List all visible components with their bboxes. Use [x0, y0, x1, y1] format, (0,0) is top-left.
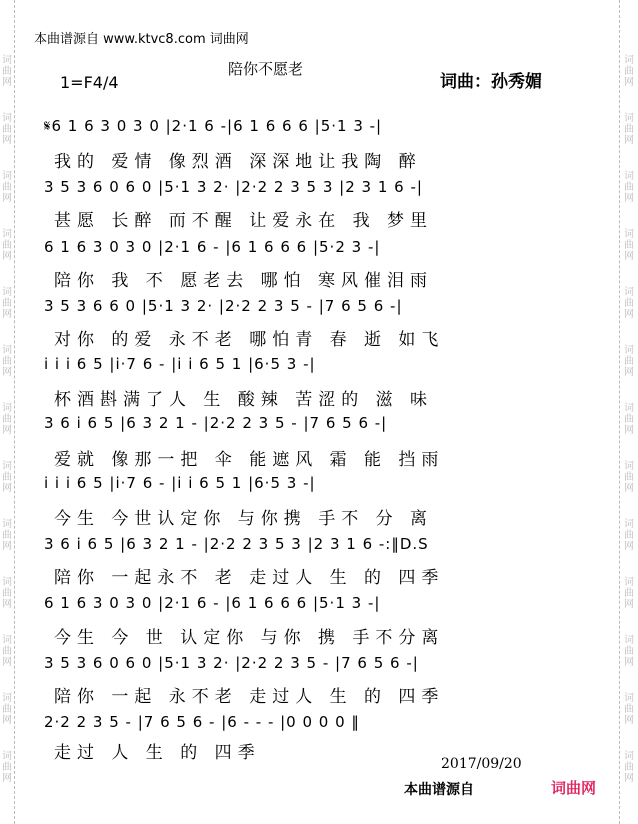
watermark-glyphs: 词 曲 网 [2, 461, 12, 494]
right-border [619, 0, 621, 824]
lyrics-line-1: 我的 爱情 像烈酒 深深地让我陶 醉 [54, 152, 422, 172]
credits: 词曲：孙秀媚 [440, 72, 542, 92]
notes-line-11: 2·2 2 3 5 - |7 6 5 6 - |6 - - - |0 0 0 0 ‖ [44, 713, 360, 731]
lyrics-line-8: 陪你 一起永不 老 走过人 生 的 四季 [54, 568, 445, 588]
lyrics-line-6: 爱就 像那一把 伞 能遮风 霜 能 挡雨 [54, 450, 445, 470]
song-title: 陪你不愿老 [228, 60, 304, 78]
notes-line-1: 𝄋6 1 6 3 0 3 0 |2·1 6 -|6 1 6 6 6 |5·1 3 -| [44, 117, 383, 135]
watermark-glyphs: 词 曲 网 [624, 113, 634, 146]
lyrics-line-2: 甚愿 长醉 而不醒 让爱永在 我 梦里 [54, 211, 434, 231]
notes-line-9: 6 1 6 3 0 3 0 |2·1 6 - |6 1 6 6 6 |5·1 3 -| [44, 594, 381, 612]
watermark-glyphs: 词 曲 网 [624, 751, 634, 784]
notes-line-10: 3 5 3 6 0 6 0 |5·1 3 2· |2·2 2 3 5 - |7 6 5 6 -| [44, 654, 419, 672]
watermark-glyphs: 词 曲 网 [624, 519, 634, 552]
notes-line-4: 3 5 3 6 6 0 |5·1 3 2· |2·2 2 3 5 - |7 6 5 6 -| [44, 297, 403, 315]
watermark-glyphs: 词 曲 网 [2, 577, 12, 610]
watermark-glyphs: 词 曲 网 [2, 751, 12, 784]
lyrics-line-10: 陪你 一起 永不老 走过人 生 的 四季 [54, 687, 445, 707]
footer-source-label: 本曲谱源自 [404, 782, 474, 798]
watermark-glyphs: 词 曲 网 [624, 345, 634, 378]
notes-line-7: i i i 6 5 |i·7 6 - |i i 6 5 1 |6·5 3 -| [44, 474, 316, 492]
notes-line-2: 3 5 3 6 0 6 0 |5·1 3 2· |2·2 2 3 5 3 |2 3 1 6 -| [44, 178, 423, 196]
lyrics-line-5: 杯酒斟满了人 生 酸辣 苦涩的 滋 味 [54, 390, 434, 410]
lyrics-line-3: 陪你 我 不 愿老去 哪怕 寒风催泪雨 [54, 271, 434, 291]
watermark-glyphs: 词 曲 网 [624, 461, 634, 494]
lyrics-line-9: 今生 今 世 认定你 与你 携 手不分离 [54, 628, 445, 648]
watermark-glyphs: 词 曲 网 [624, 577, 634, 610]
watermark-glyphs: 词 曲 网 [624, 287, 634, 320]
lyrics-line-7: 今生 今世认定你 与你携 手不 分 离 [54, 509, 434, 529]
watermark-glyphs: 词 曲 网 [2, 403, 12, 436]
watermark-glyphs: 词 曲 网 [624, 229, 634, 262]
watermark-glyphs: 词 曲 网 [2, 693, 12, 726]
watermark-glyphs: 词 曲 网 [624, 171, 634, 204]
date: 2017/09/20 [441, 756, 522, 772]
watermark-glyphs: 词 曲 网 [624, 635, 634, 668]
watermark-glyphs: 词 曲 网 [2, 171, 12, 204]
site-logo[interactable]: 词曲网 [551, 779, 597, 797]
left-border [14, 0, 16, 824]
watermark-glyphs: 词 曲 网 [2, 113, 12, 146]
source-header: 本曲谱源自 www.ktvc8.com 词曲网 [34, 32, 249, 47]
notes-line-6: 3 6 i 6 5 |6 3 2 1 - |2·2 2 3 5 - |7 6 5 6 -| [44, 414, 388, 432]
watermark-glyphs: 词 曲 网 [2, 345, 12, 378]
key-signature: 1=F4/4 [60, 73, 119, 92]
notes-line-3: 6 1 6 3 0 3 0 |2·1 6 - |6 1 6 6 6 |5·2 3 -| [44, 238, 381, 256]
watermark-glyphs: 词 曲 网 [2, 635, 12, 668]
watermark-glyphs: 词 曲 网 [2, 229, 12, 262]
watermark-glyphs: 词 曲 网 [624, 693, 634, 726]
watermark-glyphs: 词 曲 网 [2, 519, 12, 552]
watermark-glyphs: 词 曲 网 [2, 55, 12, 88]
lyrics-line-4: 对你 的爱 永不老 哪怕青 春 逝 如飞 [54, 330, 445, 350]
lyrics-line-11: 走过 人 生 的 四季 [54, 743, 261, 763]
watermark-glyphs: 词 曲 网 [624, 403, 634, 436]
watermark-glyphs: 词 曲 网 [624, 55, 634, 88]
notes-line-5: i i i 6 5 |i·7 6 - |i i 6 5 1 |6·5 3 -| [44, 355, 316, 373]
notes-line-8: 3 6 i 6 5 |6 3 2 1 - |2·2 2 3 5 3 |2 3 1 6 -:‖D.S [44, 535, 429, 553]
watermark-glyphs: 词 曲 网 [2, 287, 12, 320]
